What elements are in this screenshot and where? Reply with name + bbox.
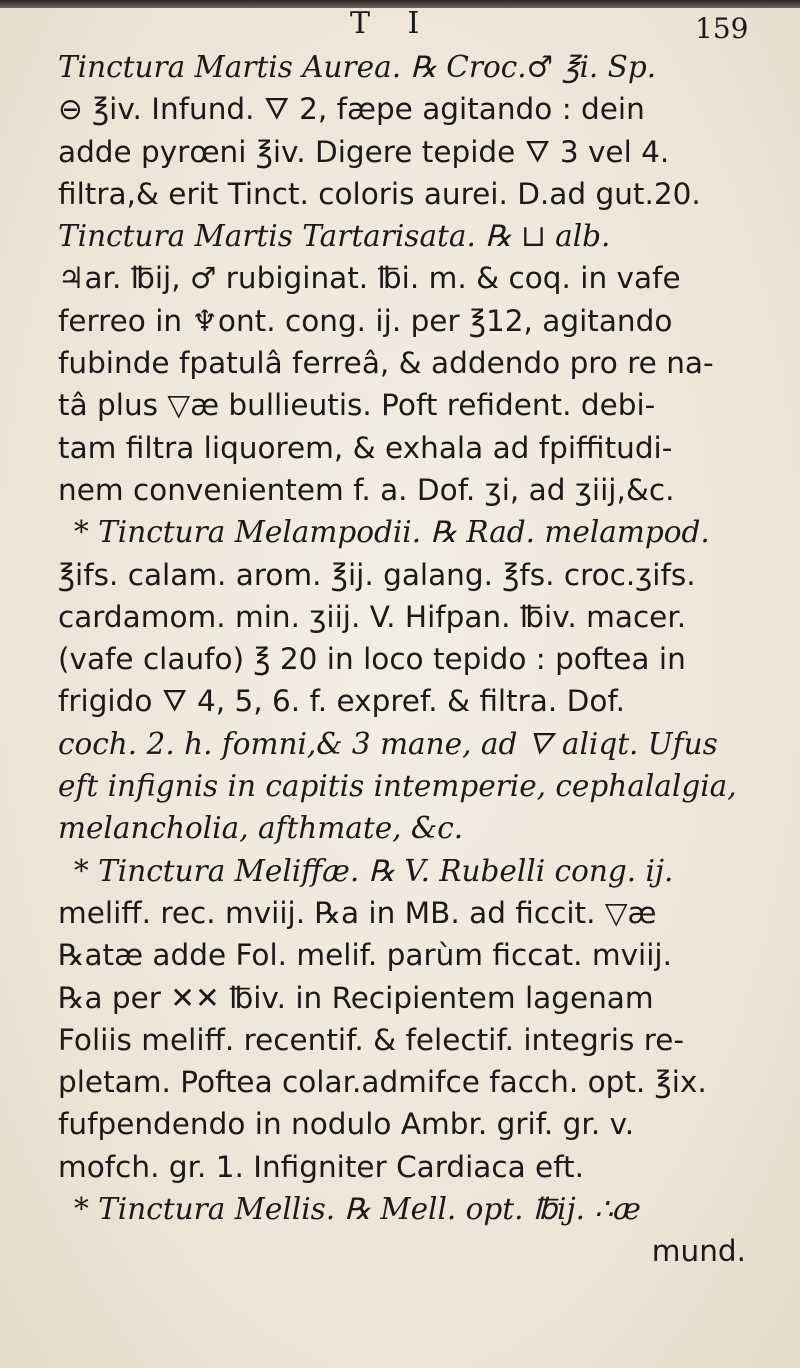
text-line: tâ plus ▽æ bullieutis. Poft refident. debi- [58,388,656,423]
text-line: cardamom. min. ʒiij. V. Hifpan. ℔iv. macer. [58,599,687,634]
page-header [0,4,800,45]
text-line: pletam. Poftea colar.admifce facch. opt. ℥ix. [58,1065,707,1100]
text-line: mund. [651,1234,746,1269]
signature-mark: T I [350,6,434,41]
text-line: * Tinctura Melampodii. ℞ Rad. melampod. [74,515,710,550]
text-line: fubinde fpatulâ ferreâ, & addendo pro re na- [58,346,714,381]
text-line: Foliis meliff. recentif. & felectif. integris re- [58,1022,685,1057]
text-body [58,46,746,1273]
text-line: adde pyrœni ℥iv. Digere tepide 🜄 3 vel 4. [58,134,670,169]
text-line: melancholia, afthmate, &c. [58,811,464,846]
text-line: frigido 🜄 4, 5, 6. f. expref. & filtra. Dof. [58,684,626,719]
text-line: ferreo in ♆ont. cong. ij. per ℥12, agitando [58,303,673,338]
text-line: ⊖ ℥iv. Infund. 🜄 2, fæpe agitando : dein [58,92,645,127]
text-line: filtra,& erit Tinct. coloris aurei. D.ad gut.20. [58,176,701,211]
text-line: Tinctura Martis Aurea. ℞ Croc.♂ ℥i. Sp. [58,50,657,84]
text-line: eft infignis in capitis intemperie, cephalalgia, [58,769,737,804]
text-line: ℞atæ adde Fol. melif. parùm ficcat. mviij. [58,938,672,973]
text-line: fufpendendo in nodulo Ambr. grif. gr. v. [58,1107,635,1142]
text-line: (vafe claufo) ℥ 20 in loco tepido : poftea in [58,642,686,677]
text-line: tam filtra liquorem, & exhala ad fpiffitudi- [58,430,673,465]
text-line: ♃ar. ℔ij, ♂ rubiginat. ℔i. m. & coq. in vafe [58,261,681,296]
text-line: coch. 2. h. fomni,& 3 mane, ad 🜄 aliqt. Ufus [58,726,718,761]
text-line: nem convenientem f. a. Dof. ʒi, ad ʒiij,&c. [58,472,675,507]
page-number: 159 [695,12,749,45]
text-line: meliff. rec. mviij. ℞a in MB. ad ficcit. ▽æ [58,895,657,930]
text-line: Tinctura Martis Tartarisata. ℞ ⊔ alb. [58,219,611,254]
text-line: ℥ifs. calam. arom. ℥ij. galang. ℥fs. croc.ʒifs. [58,557,696,592]
text-line: mofch. gr. 1. Infigniter Cardiaca eft. [58,1149,585,1184]
text-line: ℞a per ✕✕ ℔iv. in Recipientem lagenam [58,980,654,1015]
text-line: * Tinctura Mellis. ℞ Mell. opt. ℔ij. ∴æ [74,1192,641,1227]
text-line: * Tinctura Meliffæ. ℞ V. Rubelli cong. ij. [74,853,674,888]
